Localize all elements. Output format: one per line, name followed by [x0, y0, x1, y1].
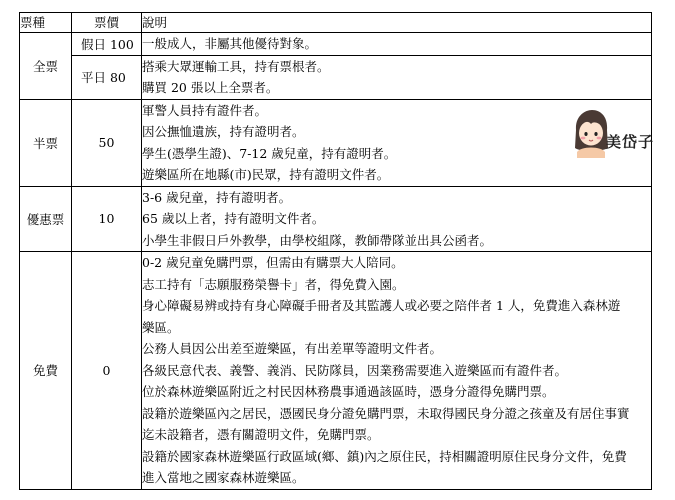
avatar-icon: [571, 108, 611, 158]
header-description: 說明: [142, 13, 652, 33]
full-ticket-weekday-price: 平日 80: [72, 55, 142, 99]
desc-line: 志工持有「志願服務榮譽卡」者，得免費入園。: [142, 276, 405, 292]
header-ticket-type: 票種: [20, 13, 72, 33]
free-ticket-price: 0: [72, 252, 142, 490]
desc-line: 搭乘大眾運輸工具，持有票根者。: [142, 58, 330, 74]
desc-line: 購買 20 張以上全票者。: [142, 80, 279, 95]
free-ticket-desc: [142, 252, 652, 490]
table-row-free: [20, 252, 652, 490]
table-row-discount: [20, 186, 652, 252]
fare-table: [19, 12, 655, 490]
full-ticket-holiday-desc: [142, 33, 652, 56]
watermark-text: 美岱子: [606, 133, 655, 151]
desc-line: 身心障礙易辨或持有身心障礙手冊者及其監護人或必要之陪伴者 1 人，免費進入森林遊樂區。: [142, 298, 621, 335]
desc-line: 公務人員因公出差至遊樂區，有出差單等證明文件者。: [142, 341, 443, 356]
fare-table-wrapper: [19, 12, 655, 490]
discount-ticket-desc: [142, 186, 652, 252]
table-row-full-holiday: [20, 33, 652, 56]
desc-line: 遊樂區所在地縣(市)民眾，持有證明文件者。: [142, 167, 390, 182]
watermark-badge: [571, 108, 665, 160]
desc-line: 設籍於國家森林遊樂區行政區域(鄉、鎮)內之原住民，持相關證明原住民身分文件，免費進入當地之國家森林遊樂區。: [142, 448, 627, 485]
full-ticket-type: 全票: [20, 33, 72, 100]
half-ticket-type: 半票: [20, 99, 72, 186]
discount-ticket-type: 優惠票: [20, 186, 72, 252]
full-ticket-weekday-desc: [142, 55, 652, 99]
discount-ticket-price: 10: [72, 186, 142, 252]
free-ticket-type: 免費: [20, 252, 72, 490]
header-ticket-price: 票價: [72, 13, 142, 33]
desc-line: 65 歲以上者，持有證明文件者。: [142, 211, 325, 226]
header-row: [20, 13, 652, 33]
desc-line: 學生(憑學生證)、7-12 歲兒童，持有證明者。: [142, 145, 397, 161]
desc-line: 各級民意代表、義警、義消、民防隊員，因業務需要進入遊樂區而有證件者。: [142, 362, 568, 378]
desc-line: 因公撫恤遺族，持有證明者。: [142, 124, 305, 139]
desc-line: 小學生非假日戶外教學，由學校組隊，教師帶隊並出具公函者。: [142, 232, 493, 248]
desc-line: 0-2 歲兒童免購門票，但需由有購票大人陪同。: [142, 255, 404, 270]
table-row-half: [20, 99, 652, 186]
desc-line: 設籍於遊樂區內之居民，憑國民身分證免購門票，未取得國民身分證之孩童及有居住事實迄未設籍者，憑有關證明文件，免購門票。: [142, 405, 630, 442]
desc-line: 軍警人員持有證件者。: [142, 102, 268, 118]
half-ticket-price: 50: [72, 99, 142, 186]
desc-line: 位於森林遊樂區附近之村民因林務農事通過該區時，憑身分證得免購門票。: [142, 384, 555, 399]
desc-line: 一般成人，非屬其他優待對象。: [142, 36, 318, 51]
full-ticket-holiday-price: 假日 100: [72, 33, 142, 56]
table-row-full-weekday: [20, 55, 652, 99]
desc-line: 3-6 歲兒童，持有證明者。: [142, 189, 292, 205]
